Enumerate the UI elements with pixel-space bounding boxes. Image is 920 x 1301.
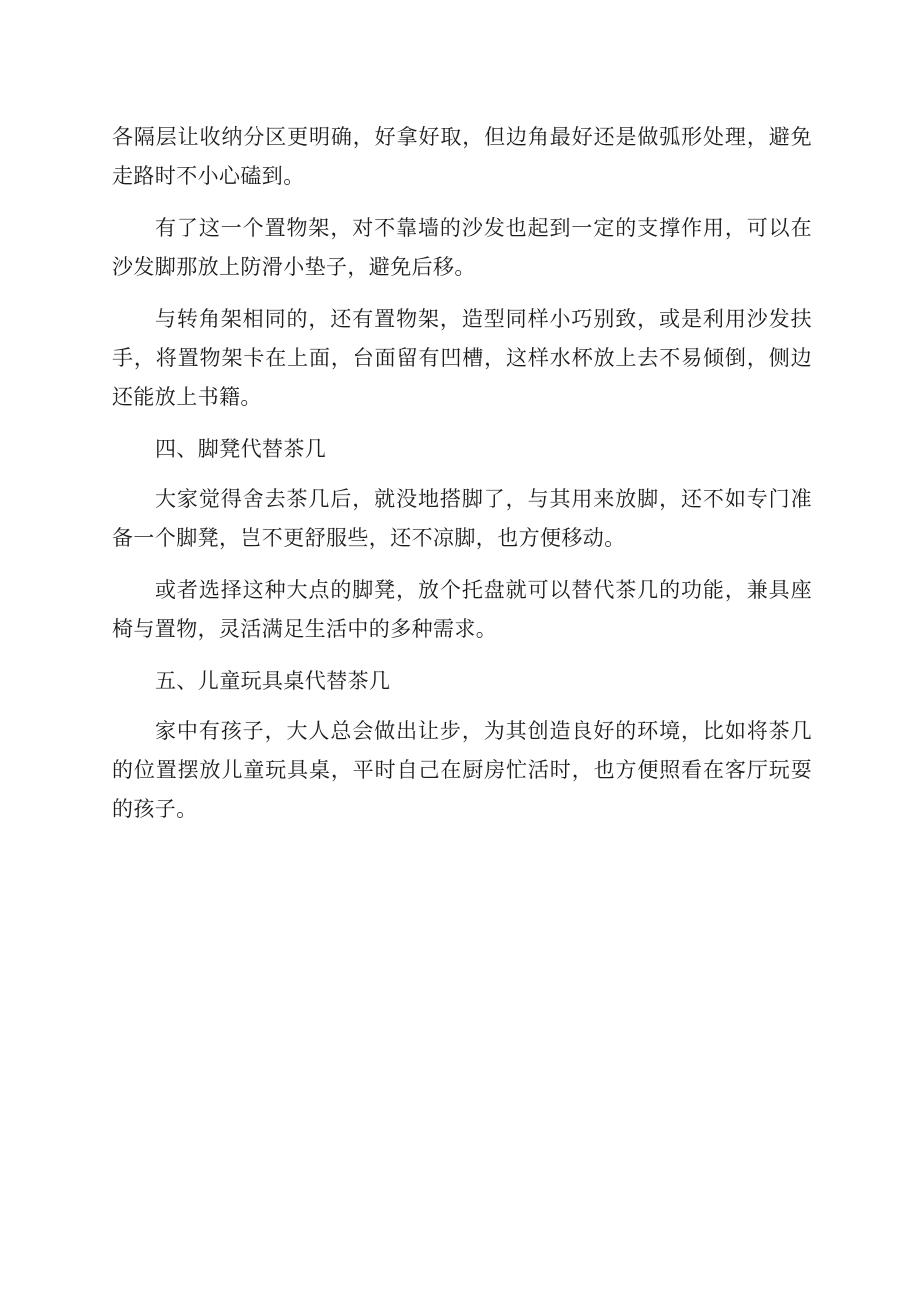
paragraph-shelf-compartments: 各隔层让收纳分区更明确，好拿好取，但边角最好还是做弧形处理，避免走路时不小心磕到。 [112, 125, 812, 188]
paragraph-shelf-support: 有了这一个置物架，对不靠墙的沙发也起到一定的支撑作用，可以在沙发脚那放上防滑小垫子，避免后移。 [112, 216, 812, 279]
paragraph-kids-table: 家中有孩子，大人总会做出让步，为其创造良好的环境，比如将茶几的位置摆放儿童玩具桌，平时自己在厨房忙活时，也方便照看在客厅玩耍的孩子。 [112, 719, 812, 821]
paragraph-footstool-comfort: 大家觉得舍去茶几后，就没地搭脚了，与其用来放脚，还不如专门准备一个脚凳，岂不更舒服些，还不凉脚，也方便移动。 [112, 487, 812, 550]
paragraph-armrest-shelf: 与转角架相同的，还有置物架，造型同样小巧别致，或是利用沙发扶手，将置物架卡在上面，台面留有凹槽，这样水杯放上去不易倾倒，侧边还能放上书籍。 [112, 307, 812, 409]
paragraph-large-footstool: 或者选择这种大点的脚凳，放个托盘就可以替代茶几的功能，兼具座椅与置物，灵活满足生活中的多种需求。 [112, 578, 812, 641]
section-heading-footstool: 四、脚凳代替茶几 [155, 437, 327, 461]
document-body [112, 118, 812, 842]
section-heading-kids-table: 五、儿童玩具桌代替茶几 [155, 669, 391, 693]
